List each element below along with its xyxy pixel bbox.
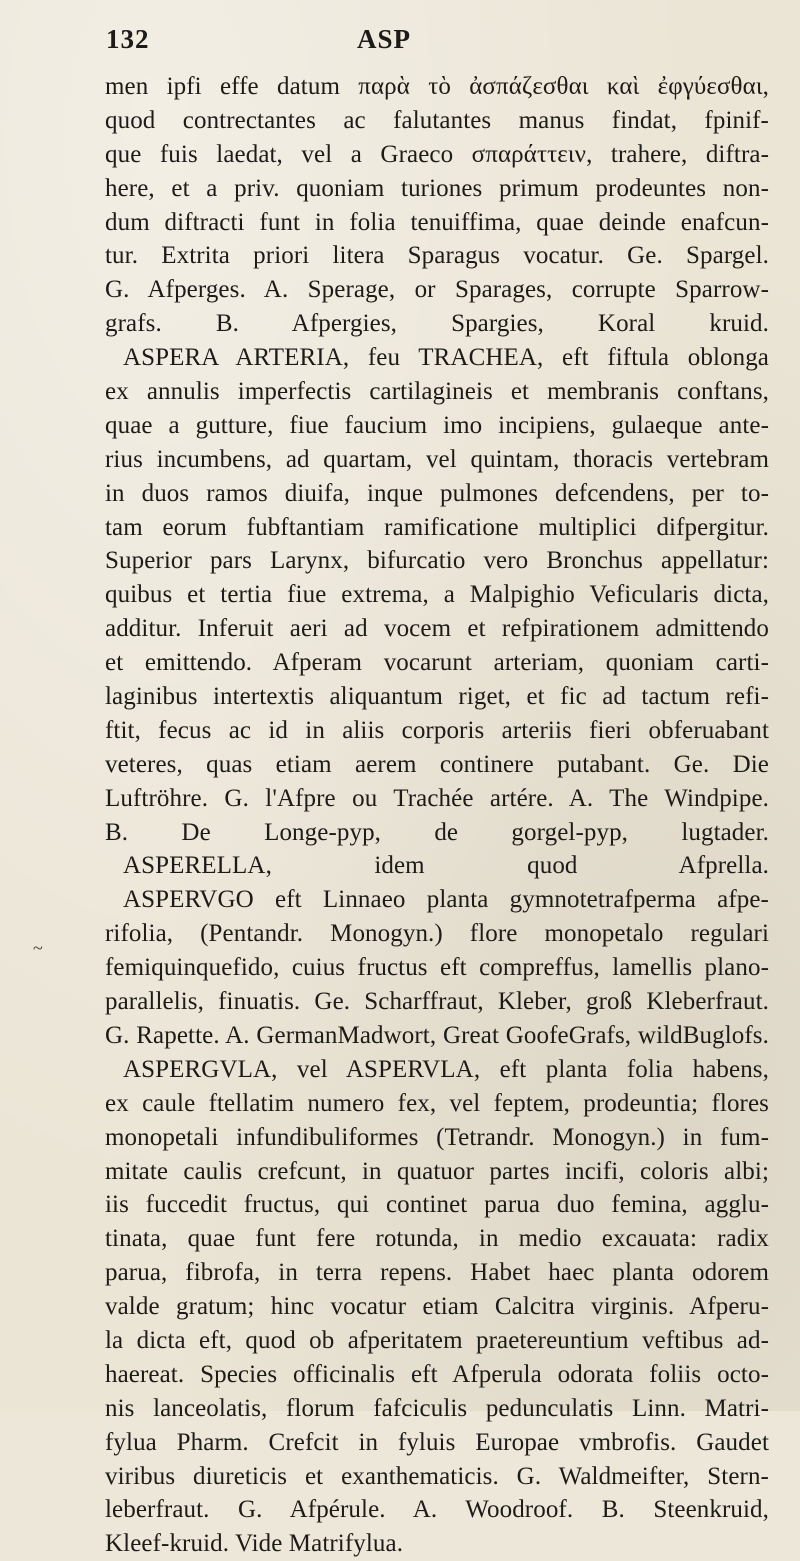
text-line: additur. Inferuit aeri ad vocem et refpirationem admittendo: [105, 615, 769, 643]
text-line: dum diftracti funt in folia tenuiffima, quae deinde enafcun-: [105, 208, 769, 236]
text-line: parallelis, finuatis. Ge. Scharffraut, Kleber, groß Kleberfraut.: [105, 988, 769, 1016]
text-line: iis fuccedit fructus, qui continet parua duo femina, agglu-: [105, 1191, 769, 1219]
text-line: laginibus intertextis aliquantum riget, et fic ad tactum refi-: [105, 683, 769, 711]
text-line: ex annulis imperfectis cartilagineis et membranis conftans,: [105, 378, 769, 406]
text-line: here, et a priv. quoniam turiones primum prodeuntes non-: [105, 174, 769, 202]
text-line: viribus diureticis et exanthematicis. G. Waldmeifter, Stern-: [105, 1462, 769, 1490]
text-line: veteres, quas etiam aerem continere putabant. Ge. Die: [105, 750, 769, 778]
page-header: [0, 24, 800, 64]
text-line: tinata, quae funt fere rotunda, in medio excauata: radix: [105, 1225, 769, 1253]
text-line: G. Rapette. A. GermanMadwort, Great GoofeGrafs, wildBuglofs.: [105, 1021, 769, 1049]
text-line: parua, fibrofa, in terra repens. Habet haec planta odorem: [105, 1259, 769, 1287]
text-line: haereat. Species officinalis eft Afperula odorata foliis octo-: [105, 1360, 769, 1388]
dictionary-text-block: [105, 70, 769, 1561]
text-line: que fuis laedat, vel a Graeco σπαράττειν, trahere, diftra-: [105, 140, 769, 168]
text-line: fylua Pharm. Crefcit in fyluis Europae vmbrofis. Gaudet: [105, 1428, 769, 1456]
text-line: leberfraut. G. Afpérule. A. Woodroof. B. Steenkruid,: [105, 1496, 769, 1524]
text-line: quibus et tertia fiue extrema, a Malpighio Veficularis dicta,: [105, 581, 769, 609]
text-line: ASPERGVLA, vel ASPERVLA, eft planta folia habens,: [123, 1055, 769, 1083]
text-line: Superior pars Larynx, bifurcatio vero Bronchus appellatur:: [105, 547, 769, 575]
text-line: ASPERVGO eft Linnaeo planta gymnotetrafperma afpe-: [123, 886, 769, 914]
text-line: nis lanceolatis, florum fafciculis pedunculatis Linn. Matri-: [105, 1394, 769, 1422]
text-line: men ipfi effe datum παρὰ τὸ ἀσπάζεσθαι καὶ ἐφγύεσθαι,: [105, 73, 769, 100]
text-line: G. Afperges. A. Sperage, or Sparages, corrupte Sparrow-: [105, 276, 769, 304]
text-line: in duos ramos diuifa, inque pulmones defcendens, per to-: [105, 479, 769, 507]
text-line: femiquinquefido, cuius fructus eft compreffus, lamellis plano-: [105, 954, 769, 982]
text-line: et emittendo. Afperam vocarunt arteriam, quoniam carti-: [105, 649, 769, 677]
text-line: Luftröhre. G. l'Afpre ou Trachée artére. A. The Windpipe.: [105, 784, 769, 812]
text-line: ftit, fecus ac id in aliis corporis arteriis fieri obferuabant: [105, 716, 769, 744]
text-line: ASPERELLA, idem quod Afprella.: [123, 852, 769, 880]
text-line: ex caule ftellatim numero fex, vel feptem, prodeuntia; flores: [105, 1089, 769, 1117]
text-line: mitate caulis crefcunt, in quatuor partes incifi, coloris albi;: [105, 1157, 769, 1185]
running-head: ASP: [357, 24, 412, 54]
text-line: quae a gutture, fiue faucium imo incipiens, gulaeque ante-: [105, 411, 769, 439]
text-line: quod contrectantes ac falutantes manus findat, fpinif-: [105, 106, 769, 134]
page-number: 132: [106, 24, 150, 54]
text-line: ASPERA ARTERIA, feu TRACHEA, eft fiftula oblonga: [123, 344, 769, 372]
text-line: Kleef-kruid. Vide Matrifylua.: [105, 1530, 404, 1558]
margin-mark: ~: [33, 938, 43, 958]
text-line: monopetali infundibuliformes (Tetrandr. Monogyn.) in fum-: [105, 1123, 769, 1151]
text-line: rius incumbens, ad quartam, vel quintam, thoracis vertebram: [105, 445, 769, 473]
text-line: valde gratum; hinc vocatur etiam Calcitra virginis. Afperu-: [105, 1293, 769, 1321]
text-line: tam eorum fubftantiam ramificatione multiplici difpergitur.: [105, 513, 769, 541]
text-line: grafs. B. Afpergies, Spargies, Koral kruid.: [105, 310, 769, 338]
text-line: la dicta eft, quod ob afperitatem praetereuntium veftibus ad-: [105, 1326, 769, 1354]
text-line: tur. Extrita priori litera Sparagus vocatur. Ge. Spargel.: [105, 242, 769, 270]
text-line: B. De Longe-pyp, de gorgel-pyp, lugtader.: [105, 818, 769, 846]
text-line: rifolia, (Pentandr. Monogyn.) flore monopetalo regulari: [105, 920, 769, 948]
